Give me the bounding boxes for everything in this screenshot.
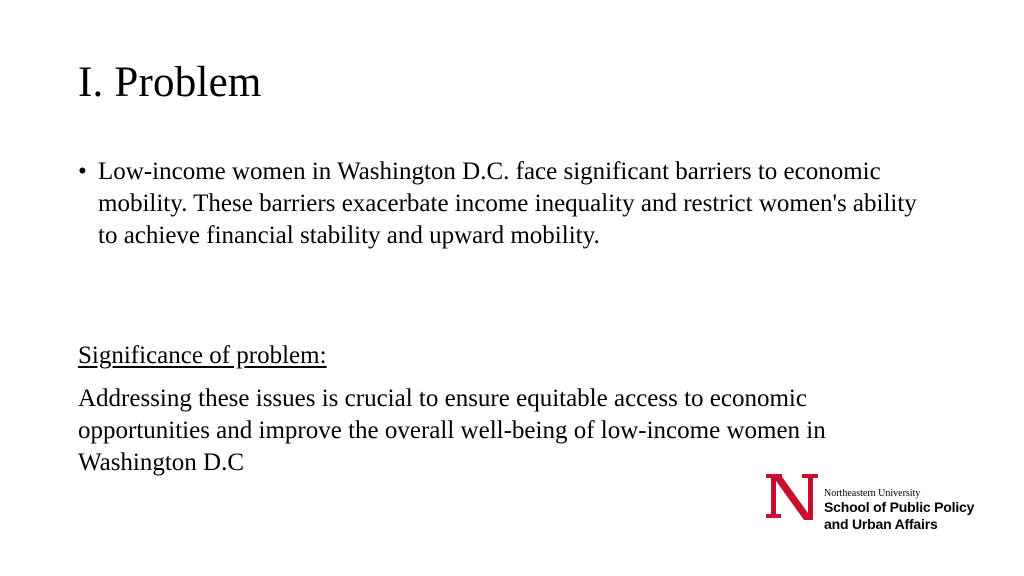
bullet-text: Low-income women in Washington D.C. face significant barriers to economic mobility. These barriers exacerbate income inequality and restrict women's ability to achieve financial stability and upward mobility. [98,158,917,249]
significance-heading: Significance of problem: [78,342,327,369]
bullet-marker: • [78,158,87,185]
logo-text [824,488,974,533]
northeastern-n-icon [766,474,820,520]
logo-school-line1: School of Public Policy [824,499,975,515]
bullet-item [78,156,938,252]
logo-school-line2: and Urban Affairs [824,516,938,532]
logo-university: Northeastern University [824,488,921,499]
significance-body: Addressing these issues is crucial to ensure equitable access to economic opportunities and improve the overall well-being of low-income women in Washington D.C [78,385,826,476]
slide-title: I. Problem [78,59,262,106]
bullet-list [78,156,938,252]
northeastern-logo [766,474,1006,532]
